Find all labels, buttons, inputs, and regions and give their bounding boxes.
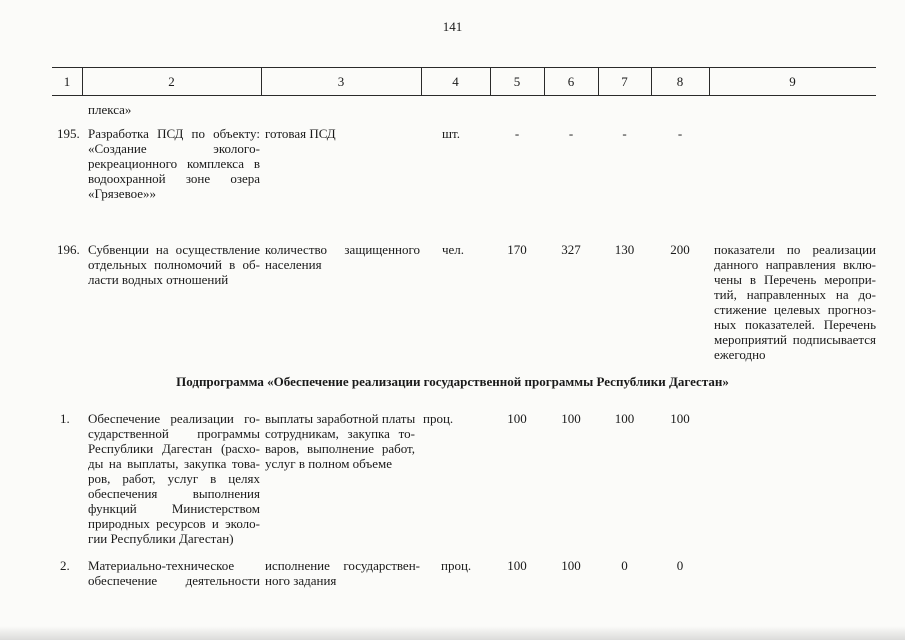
row-value-6: 100: [561, 411, 581, 426]
row-name-line: природных ресурсов и эколо-: [88, 516, 260, 531]
header-col-8: 8: [676, 74, 684, 89]
row-name-line: «Создание экологo-: [88, 141, 260, 156]
row-name-line: рекреационного комплекса в: [88, 156, 260, 171]
header-col-5: 5: [513, 74, 521, 89]
row-indicator: ного задания: [265, 573, 337, 588]
row-unit: проц.: [441, 558, 472, 573]
row-indicator: варов, выполнение работ,: [265, 441, 415, 456]
row-note-line: ежегодно: [714, 347, 766, 362]
row-note-line: мероприятий подписывается: [714, 332, 876, 347]
row-value-5: -: [514, 126, 520, 141]
row-number: 2.: [60, 558, 70, 573]
header-bottom-border: [52, 95, 876, 96]
header-col-7: 7: [621, 74, 628, 89]
row-name-line: сударственной программы: [88, 426, 260, 441]
row-name-line: гии Республики Дагестан): [88, 531, 234, 546]
scan-edge-shadow: [0, 626, 905, 640]
row-name-line: Республики Дагестан (расхо-: [88, 441, 260, 456]
row-name-line: ды на выплаты, закупка това-: [88, 456, 260, 471]
row-indicator: выплаты заработной платы: [265, 411, 416, 426]
row-indicator: исполнение государствен-: [265, 558, 420, 573]
row-name-line: обеспечения выполнения: [88, 486, 260, 501]
header-col-2: 2: [168, 74, 175, 89]
row-name-line: Обеспечение реализации го-: [88, 411, 260, 426]
row-value-5: 100: [507, 558, 527, 573]
row-name-line: Разработка ПСД по объекту:: [88, 126, 260, 141]
row-name-line: функций Министерством: [88, 501, 260, 516]
row-value-7: 0: [621, 558, 628, 573]
row-indicator: количество защищенного: [265, 242, 420, 257]
row-value-7: 130: [614, 242, 635, 257]
row-value-6: 327: [561, 242, 581, 257]
row-name-line: Материально-техническое: [88, 558, 235, 573]
continuation-text: плекса»: [88, 102, 132, 117]
row-name-line: отдельных полномочий в об-: [88, 257, 260, 272]
row-number: 1.: [60, 411, 70, 426]
row-number: 195.: [57, 126, 80, 141]
header-col-6: 6: [567, 74, 575, 89]
row-note-line: показатели по реализации: [714, 242, 876, 257]
header-col-4: 4: [452, 74, 459, 89]
row-name-line: обеспечение деятельности: [88, 573, 260, 588]
row-name-line: ласти водных отношений: [88, 272, 229, 287]
row-name-line: «Грязевое»»: [88, 186, 157, 201]
row-unit: чел.: [442, 242, 465, 257]
row-indicator: населения: [265, 257, 322, 272]
header-col-1: 1: [63, 74, 71, 89]
row-value-8: -: [677, 126, 683, 141]
row-note-line: чены в Перечень меропри-: [714, 272, 876, 287]
row-value-6: -: [568, 126, 574, 141]
row-number: 196.: [57, 242, 80, 257]
row-value-8: 200: [670, 242, 690, 257]
subprogram-heading: Подпрограмма «Обеспечение реализации государственной программы Республики Дагестан»: [176, 374, 729, 389]
header-top-border: [52, 67, 876, 68]
row-note-line: стижение целевых прогноз-: [714, 302, 876, 317]
row-indicator: готовая ПСД: [265, 126, 336, 141]
row-value-5: 100: [507, 411, 527, 426]
row-value-8: 0: [676, 558, 684, 573]
header-col-9: 9: [789, 74, 796, 89]
row-indicator: сотрудникам, закупка то-: [265, 426, 415, 441]
row-value-6: 100: [561, 558, 581, 573]
row-unit: проц.: [423, 411, 454, 426]
row-name-line: водоохранной зоне озера: [88, 171, 260, 186]
page-number: 141: [442, 19, 463, 34]
row-value-7: -: [622, 126, 627, 141]
row-note-line: ных показателей. Перечень: [714, 317, 876, 332]
row-value-8: 100: [670, 411, 690, 426]
header-col-3: 3: [337, 74, 345, 89]
row-note-line: данного направления вклю-: [714, 257, 876, 272]
row-name-line: Субвенции на осуществление: [88, 242, 260, 257]
row-value-7: 100: [614, 411, 635, 426]
row-value-5: 170: [507, 242, 527, 257]
row-note-line: тий, направленных на до-: [714, 287, 876, 302]
row-unit: шт.: [442, 126, 460, 141]
row-indicator: услуг в полном объеме: [265, 456, 392, 471]
row-name-line: ров, работ, услуг в целях: [88, 471, 260, 486]
